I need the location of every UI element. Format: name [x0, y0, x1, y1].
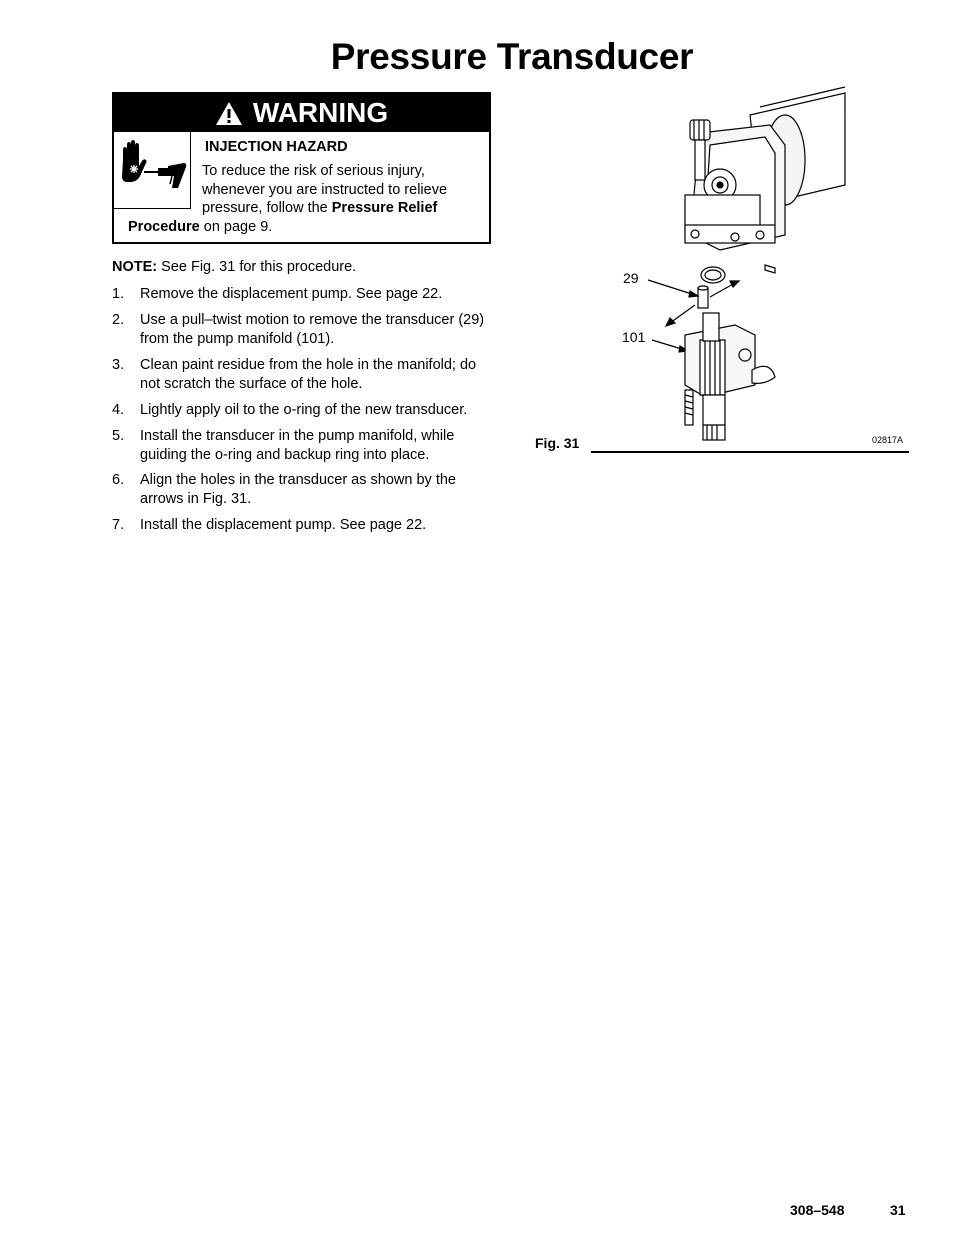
hazard-icon-cell — [114, 132, 191, 209]
note-label: NOTE: — [112, 259, 158, 275]
step-number: 3. — [112, 357, 125, 373]
step-number: 2. — [112, 312, 125, 328]
injection-hazard-icon — [114, 132, 190, 208]
hazard-text-bold-2: Procedure — [128, 219, 200, 235]
hazard-text-plain: To reduce the risk of serious injury, whenever you are instructed to relieve pressure, follow the — [202, 163, 448, 216]
hazard-title: INJECTION HAZARD — [205, 139, 348, 155]
step-text: Clean paint residue from the hole in the manifold; do not scratch the surface of the hole. — [140, 357, 477, 392]
step-number: 5. — [112, 428, 125, 444]
step-text: Lightly apply oil to the o-ring of the new transducer. — [140, 402, 468, 418]
warning-triangle-icon — [215, 101, 243, 126]
warning-header — [114, 94, 489, 132]
note — [112, 259, 356, 275]
hazard-text-bold: Pressure Relief — [331, 200, 438, 216]
step-text: Align the holes in the transducer as shown by the arrows in Fig. 31. — [140, 472, 456, 507]
pump-assembly-figure — [520, 85, 920, 460]
warning-box — [112, 92, 491, 244]
footer-page-number: 31 — [890, 1202, 906, 1218]
warning-header-label: WARNING — [252, 97, 389, 128]
step-text: Remove the displacement pump. See page 22. — [140, 286, 443, 302]
step-number: 4. — [112, 402, 125, 418]
figure-label: Fig. 31 — [535, 435, 580, 451]
figure-rule — [591, 451, 909, 453]
step-text: Install the displacement pump. See page 22. — [140, 517, 427, 533]
page-title: Pressure Transducer — [330, 36, 694, 77]
callout-101: 101 — [622, 329, 646, 345]
hazard-text-continued — [128, 218, 272, 237]
hazard-text — [202, 162, 482, 218]
footer-doc-number: 308–548 — [790, 1202, 845, 1218]
step-number: 7. — [112, 517, 125, 533]
figure-code: 02817A — [872, 435, 904, 445]
step-text: Use a pull–twist motion to remove the transducer (29) from the pump manifold (101). — [140, 312, 485, 347]
step-text: Install the transducer in the pump manifold, while guiding the o-ring and backup ring into place. — [140, 428, 455, 463]
hazard-text-tail: on page 9. — [199, 219, 273, 235]
step-number: 1. — [112, 286, 125, 302]
callout-29: 29 — [623, 270, 639, 286]
pump-assembly-drawing — [520, 85, 920, 460]
note-text: See Fig. 31 for this procedure. — [157, 259, 357, 275]
step-number: 6. — [112, 472, 125, 488]
